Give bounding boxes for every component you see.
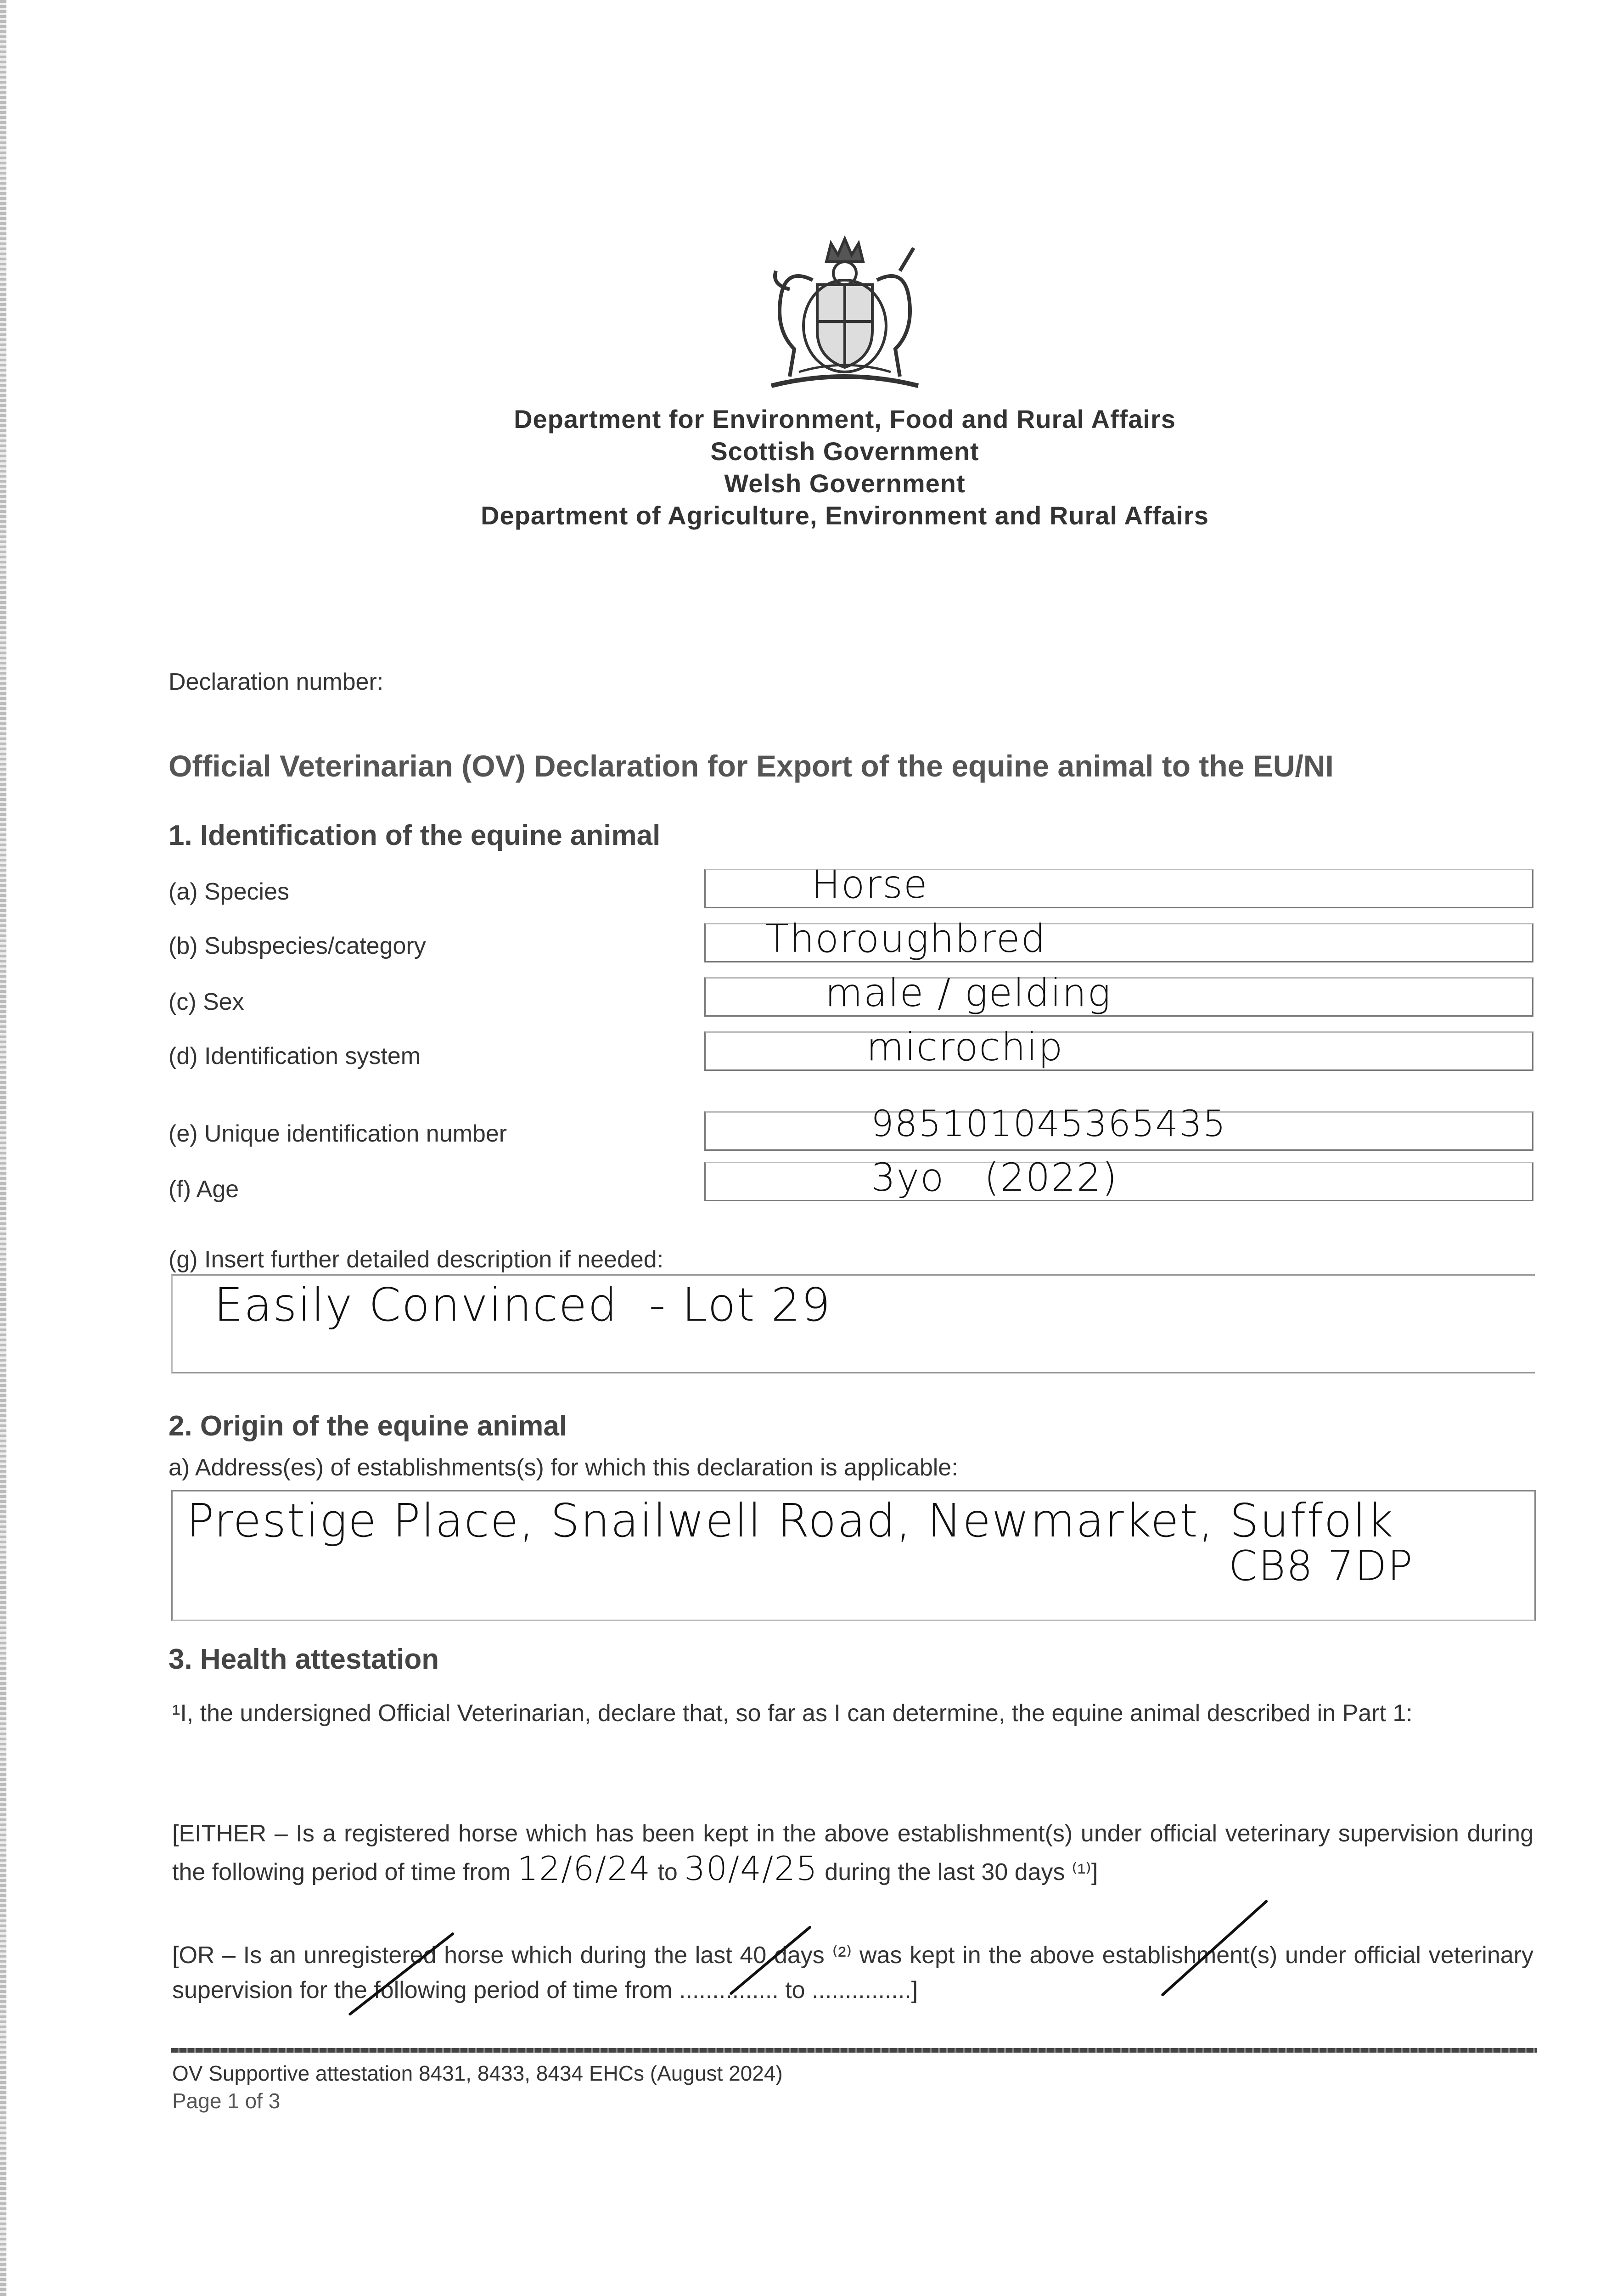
id-system-value: microchip: [866, 1024, 1064, 1069]
address-line-1: Prestige Place, Snailwell Road, Newmarket, Suffolk: [186, 1494, 1394, 1548]
either-to-word: to: [651, 1859, 685, 1885]
age-field[interactable]: [704, 1155, 1533, 1201]
subspecies-value: Thoroughbred: [765, 916, 1046, 961]
field-label-subspecies: (b) Subspecies/category: [168, 933, 426, 959]
species-value: Horse: [811, 862, 928, 907]
declaration-number-label: Declaration number:: [168, 669, 384, 695]
either-text-end: during the last 30 days ⁽¹⁾]: [818, 1859, 1098, 1885]
department-line: Department of Agriculture, Environment and Rural Affairs: [481, 501, 1209, 530]
document-title: Official Veterinarian (OV) Declaration for Export of the equine animal to the EU/NI: [168, 749, 1334, 783]
section-2-heading: 2. Origin of the equine animal: [168, 1410, 567, 1442]
scan-edge: [0, 0, 6, 2296]
or-clause-struck: [OR – Is an unregistered horse which during the last 40 days ⁽²⁾ was kept in the above establishment(s) under official veterinary supervision for the following period of time from ............... to ...............]: [172, 1942, 1533, 2003]
uid-field[interactable]: [704, 1103, 1533, 1151]
either-from-date: 12/6/24: [517, 1849, 651, 1888]
department-line: Scottish Government: [710, 437, 979, 466]
department-line: Department for Environment, Food and Rural Affairs: [514, 405, 1176, 433]
footer-reference: OV Supportive attestation 8431, 8433, 8434 EHCs (August 2024): [172, 2061, 783, 2085]
further-description-value: Easily Convinced - Lot 29: [214, 1278, 831, 1332]
department-line: Welsh Government: [724, 469, 966, 498]
attestation-intro: ¹I, the undersigned Official Veterinarian, declare that, so far as I can determine, the equine animal described in Part 1:: [172, 1700, 1413, 1727]
sex-value: male / gelding: [825, 970, 1112, 1015]
either-to-date: 30/4/25: [684, 1849, 818, 1888]
id-system-field[interactable]: [704, 1024, 1533, 1071]
further-description-field[interactable]: [171, 1274, 1535, 1373]
section-3-heading: 3. Health attestation: [168, 1643, 439, 1675]
further-description-label: (g) Insert further detailed description if needed:: [168, 1246, 664, 1273]
species-field[interactable]: [704, 862, 1533, 908]
either-text: [EITHER – Is a registered horse which has been kept in the above establishment(s) under official veterinary supervision during the following period of time from: [172, 1820, 1533, 1885]
address-field[interactable]: [171, 1490, 1536, 1621]
footer-rule: [171, 2048, 1537, 2053]
field-label-sex: (c) Sex: [168, 989, 244, 1015]
age-value: 3yo (2022): [871, 1155, 1118, 1200]
royal-crest-icon: [753, 230, 937, 400]
field-label-age: (f) Age: [168, 1176, 239, 1203]
page-number: Page 1 of 3: [172, 2089, 281, 2113]
field-label-id-system: (d) Identification system: [168, 1043, 421, 1069]
either-clause: [172, 1816, 1533, 1890]
uid-value: 985101045365435: [871, 1103, 1227, 1145]
address-label: a) Address(es) of establishments(s) for which this declaration is applicable:: [168, 1454, 958, 1481]
address-line-2: CB8 7DP: [1229, 1542, 1414, 1590]
subspecies-field[interactable]: [704, 916, 1533, 962]
section-1-heading: 1. Identification of the equine animal: [168, 820, 661, 851]
field-label-species: (a) Species: [168, 878, 289, 905]
field-label-uid: (e) Unique identification number: [168, 1120, 507, 1147]
sex-field[interactable]: [704, 970, 1533, 1017]
